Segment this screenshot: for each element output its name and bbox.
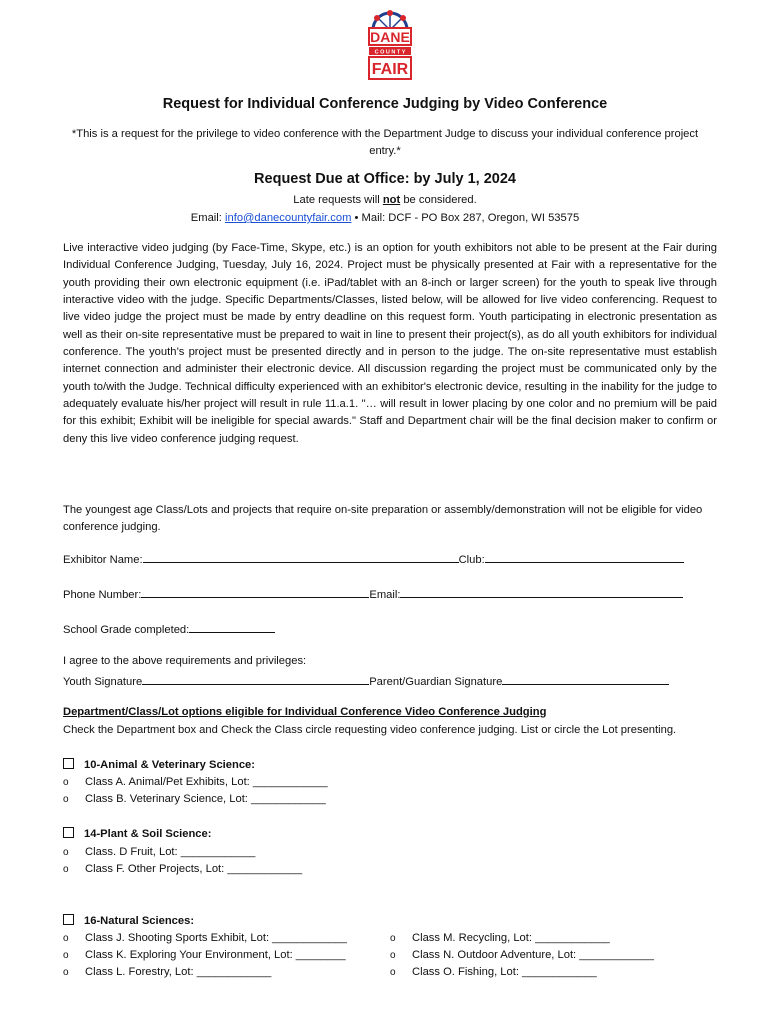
phone-email-row: Phone Number: Email: xyxy=(63,585,703,601)
class-circle[interactable]: o xyxy=(63,847,69,858)
agree-statement: I agree to the above requirements and privileges: xyxy=(63,655,307,667)
class-option[interactable]: o Class B. Veterinary Science, Lot: ____________ xyxy=(63,793,326,805)
class-circle[interactable]: o xyxy=(63,777,69,788)
class-circle[interactable]: o xyxy=(390,933,396,944)
privilege-note: *This is a request for the privilege to video conference with the Department Judge to discuss your individual conference project entry.* xyxy=(71,128,699,157)
department-14: 14-Plant & Soil Science: xyxy=(63,827,211,840)
contact-line: Email: info@danecountyfair.com • Mail: DCF - PO Box 287, Oregon, WI 53575 xyxy=(190,212,580,224)
club-field[interactable] xyxy=(485,550,684,563)
rules-paragraph: Live interactive video judging (by Face-Time, Skype, etc.) is an option for youth exhibitors not able to be present at the Fair during Individual Conference Judging, Tuesday, July 16, 2024. Project must be physically presented at Fair with a representative for the youth providing their own electronic equipment (i.e. iPad/tablet with an 8-inch or larger screen) for the youth to speak live through interactive video with the judge. Specific Departments/Classes, listed below, will be allowed for live video conferencing. Request to live video judge the project must be made by entry deadline on this request form. Youth participating in electronic presentation as well as their on-site representative must be prepared to wait in line to present their project(s), as do all youth exhibitors for individual conference. The youth’s project must be presented directly and in person to the judge. The on-site representative must establish internet connection and administer their electronic device. All discussion regarding the project must be communicated only by the youth to/with the Judge. Technical difficulty experienced with an exhibitor's electronic device, resulting in the inability for the judge to adequately evaluate his/her project will result in rule 11.a.1. "… will result in lower placing by one color and no premium will be paid for this exhibit; Exhibit will be ineligible for special awards." Staff and Department chair will be the final decision maker to confirm or deny this live video conference judging request. xyxy=(63,242,717,445)
class-option[interactable]: o Class N. Outdoor Adventure, Lot: ____________ xyxy=(390,949,654,961)
class-option[interactable]: o Class L. Forestry, Lot: ____________ xyxy=(63,966,272,978)
svg-text:DANE: DANE xyxy=(370,29,410,45)
late-requests-note: Late requests will not be considered. xyxy=(293,194,477,206)
class-circle[interactable]: o xyxy=(63,794,69,805)
svg-text:C O U N T Y: C O U N T Y xyxy=(374,49,406,56)
class-option[interactable]: o Class M. Recycling, Lot: ____________ xyxy=(390,932,610,944)
exhibitor-name-field[interactable] xyxy=(143,550,459,563)
dane-county-fair-logo xyxy=(365,4,415,82)
department-16-checkbox[interactable] xyxy=(63,914,74,925)
grade-field[interactable] xyxy=(189,620,275,633)
department-16: 16-Natural Sciences: xyxy=(63,914,194,927)
document-title: Request for Individual Conference Judging by Video Conference xyxy=(162,96,608,112)
class-option[interactable]: o Class. D Fruit, Lot: ____________ xyxy=(63,846,256,858)
email-link[interactable]: info@danecountyfair.com xyxy=(225,212,352,224)
class-circle[interactable]: o xyxy=(390,950,396,961)
department-14-checkbox[interactable] xyxy=(63,827,74,838)
department-10: 10-Animal & Veterinary Science: xyxy=(63,758,255,771)
youth-signature-field[interactable] xyxy=(142,672,369,685)
exhibitor-club-row: Exhibitor Name: Club: xyxy=(63,550,703,566)
due-date-heading: Request Due at Office: by July 1, 2024 xyxy=(254,171,516,187)
class-option[interactable]: o Class O. Fishing, Lot: ____________ xyxy=(390,966,597,978)
class-option[interactable]: o Class A. Animal/Pet Exhibits, Lot: ____________ xyxy=(63,776,328,788)
class-option[interactable]: o Class K. Exploring Your Environment, Lot: ________ xyxy=(63,949,346,961)
svg-text:FAIR: FAIR xyxy=(371,61,409,78)
class-circle[interactable]: o xyxy=(63,967,69,978)
signature-row: Youth Signature Parent/Guardian Signature xyxy=(63,672,703,688)
department-10-checkbox[interactable] xyxy=(63,758,74,769)
eligibility-paragraph: The youngest age Class/Lots and projects that require on-site preparation or assembly/demonstration will not be eligible for video conference judging. xyxy=(63,504,703,534)
class-circle[interactable]: o xyxy=(63,950,69,961)
class-circle[interactable]: o xyxy=(63,933,69,944)
class-circle[interactable]: o xyxy=(390,967,396,978)
class-circle[interactable]: o xyxy=(63,864,69,875)
email-field[interactable] xyxy=(400,585,683,598)
class-option[interactable]: o Class J. Shooting Sports Exhibit, Lot: ____________ xyxy=(63,932,347,944)
phone-field[interactable] xyxy=(141,585,369,598)
parent-signature-field[interactable] xyxy=(502,672,669,685)
class-option[interactable]: o Class F. Other Projects, Lot: ____________ xyxy=(63,863,303,875)
grade-row: School Grade completed: xyxy=(63,620,703,636)
options-title: Department/Class/Lot options eligible for Individual Conference Video Conference Judging xyxy=(63,706,547,718)
options-instructions: Check the Department box and Check the Class circle requesting video conference judging. List or circle the Lot presenting. xyxy=(63,724,677,736)
